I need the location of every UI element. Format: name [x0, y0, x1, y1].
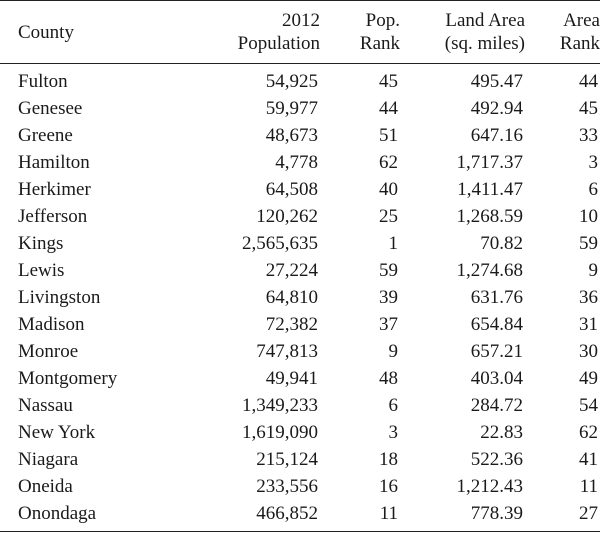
cell-area-rank: 6 — [588, 179, 598, 200]
cell-county: Jefferson — [18, 206, 88, 227]
cell-county: Monroe — [18, 341, 79, 362]
header-land-area-line-2: (sq. miles) — [444, 33, 525, 54]
header-pop-rank-line-1: Pop. — [365, 10, 400, 31]
cell-pop-rank: 48 — [379, 368, 398, 389]
cell-population: 747,813 — [256, 341, 318, 362]
cell-pop-rank: 6 — [388, 395, 398, 416]
cell-pop-rank: 11 — [379, 503, 398, 524]
cell-land-area: 631.76 — [470, 287, 523, 308]
cell-land-area: 284.72 — [470, 395, 523, 416]
cell-population: 120,262 — [256, 206, 318, 227]
cell-pop-rank: 25 — [379, 206, 398, 227]
cell-area-rank: 33 — [579, 125, 598, 146]
cell-pop-rank: 40 — [379, 179, 398, 200]
header-county: County — [18, 21, 74, 43]
header-pop-rank-line-2: Rank — [359, 33, 400, 54]
cell-land-area: 403.04 — [470, 368, 523, 389]
cell-area-rank: 41 — [579, 449, 598, 470]
cell-county: Niagara — [18, 449, 79, 470]
header-area-rank-line-2: Rank — [559, 33, 600, 54]
table-row — [0, 95, 600, 122]
cell-land-area: 778.39 — [470, 503, 523, 524]
cell-population: 27,224 — [265, 260, 318, 281]
cell-county: Madison — [18, 314, 85, 335]
header-area-rank — [525, 1, 600, 64]
cell-population: 215,124 — [256, 449, 318, 470]
cell-land-area: 647.16 — [470, 125, 523, 146]
cell-population: 233,556 — [256, 476, 318, 497]
cell-population: 1,619,090 — [242, 422, 318, 443]
cell-area-rank: 44 — [579, 71, 598, 92]
cell-county: Nassau — [18, 395, 73, 416]
cell-area-rank: 9 — [588, 260, 598, 281]
table-row — [0, 176, 600, 203]
cell-county: Genesee — [18, 98, 83, 119]
table-row — [0, 311, 600, 338]
cell-area-rank: 49 — [579, 368, 598, 389]
cell-land-area: 522.36 — [470, 449, 523, 470]
cell-county: Montgomery — [18, 368, 118, 389]
cell-population: 4,778 — [275, 152, 318, 173]
cell-population: 1,349,233 — [242, 395, 318, 416]
cell-county: Onondaga — [18, 503, 97, 524]
cell-population: 64,508 — [265, 179, 318, 200]
header-land-area — [400, 1, 525, 64]
header-row — [0, 1, 600, 64]
cell-land-area: 492.94 — [470, 98, 523, 119]
cell-area-rank: 3 — [588, 152, 598, 173]
cell-area-rank: 11 — [579, 476, 598, 497]
table-row — [0, 473, 600, 500]
cell-area-rank: 45 — [579, 98, 598, 119]
table-row — [0, 64, 600, 96]
cell-population: 59,977 — [265, 98, 318, 119]
table-body — [0, 64, 600, 532]
cell-pop-rank: 45 — [379, 71, 398, 92]
header-land-area-line-1: Land Area — [445, 10, 525, 31]
table-header — [0, 1, 600, 64]
table-row — [0, 203, 600, 230]
cell-land-area: 1,212.43 — [456, 476, 523, 497]
cell-area-rank: 27 — [579, 503, 598, 524]
table-row — [0, 230, 600, 257]
cell-pop-rank: 3 — [388, 422, 398, 443]
cell-population: 466,852 — [256, 503, 318, 524]
cell-county: Hamilton — [18, 152, 90, 173]
cell-area-rank: 62 — [579, 422, 598, 443]
table-row — [0, 284, 600, 311]
cell-population: 48,673 — [265, 125, 318, 146]
cell-land-area: 654.84 — [470, 314, 523, 335]
header-population-line-1: 2012 — [282, 10, 320, 31]
cell-land-area: 1,274.68 — [456, 260, 523, 281]
cell-county: Kings — [18, 233, 64, 254]
cell-pop-rank: 62 — [379, 152, 398, 173]
cell-pop-rank: 1 — [388, 233, 398, 254]
table-row — [0, 419, 600, 446]
cell-land-area: 22.83 — [480, 422, 523, 443]
cell-land-area: 70.82 — [480, 233, 523, 254]
cell-pop-rank: 44 — [379, 98, 398, 119]
cell-area-rank: 31 — [579, 314, 598, 335]
table-row — [0, 338, 600, 365]
cell-land-area: 1,717.37 — [456, 152, 523, 173]
cell-county: Oneida — [18, 476, 73, 497]
table-row — [0, 392, 600, 419]
cell-pop-rank: 37 — [379, 314, 398, 335]
table-row — [0, 149, 600, 176]
cell-land-area: 1,411.47 — [457, 179, 523, 200]
header-population — [190, 1, 320, 64]
cell-county: Lewis — [18, 260, 65, 281]
cell-pop-rank: 16 — [379, 476, 398, 497]
table-row — [0, 257, 600, 284]
table-row — [0, 122, 600, 149]
cell-population: 72,382 — [265, 314, 318, 335]
header-area-rank-line-1: Area — [563, 10, 600, 31]
cell-county: Herkimer — [18, 179, 91, 200]
cell-area-rank: 30 — [579, 341, 598, 362]
cell-population: 49,941 — [265, 368, 318, 389]
table-row — [0, 446, 600, 473]
cell-pop-rank: 18 — [379, 449, 398, 470]
cell-pop-rank: 39 — [379, 287, 398, 308]
cell-land-area: 1,268.59 — [456, 206, 523, 227]
cell-land-area: 657.21 — [470, 341, 523, 362]
table-row — [0, 365, 600, 392]
header-population-line-2: Population — [237, 33, 320, 54]
cell-population: 54,925 — [265, 71, 318, 92]
cell-county: Fulton — [18, 71, 68, 92]
cell-county: New York — [18, 422, 96, 443]
cell-area-rank: 59 — [579, 233, 598, 254]
cell-area-rank: 10 — [579, 206, 598, 227]
cell-pop-rank: 51 — [379, 125, 398, 146]
cell-population: 2,565,635 — [242, 233, 318, 254]
cell-county: Greene — [18, 125, 73, 146]
table-row — [0, 500, 600, 532]
cell-area-rank: 36 — [579, 287, 598, 308]
cell-area-rank: 54 — [579, 395, 598, 416]
cell-population: 64,810 — [265, 287, 318, 308]
cell-pop-rank: 59 — [379, 260, 398, 281]
cell-land-area: 495.47 — [470, 71, 523, 92]
cell-county: Livingston — [18, 287, 101, 308]
cell-pop-rank: 9 — [388, 341, 398, 362]
header-pop-rank — [320, 1, 400, 64]
